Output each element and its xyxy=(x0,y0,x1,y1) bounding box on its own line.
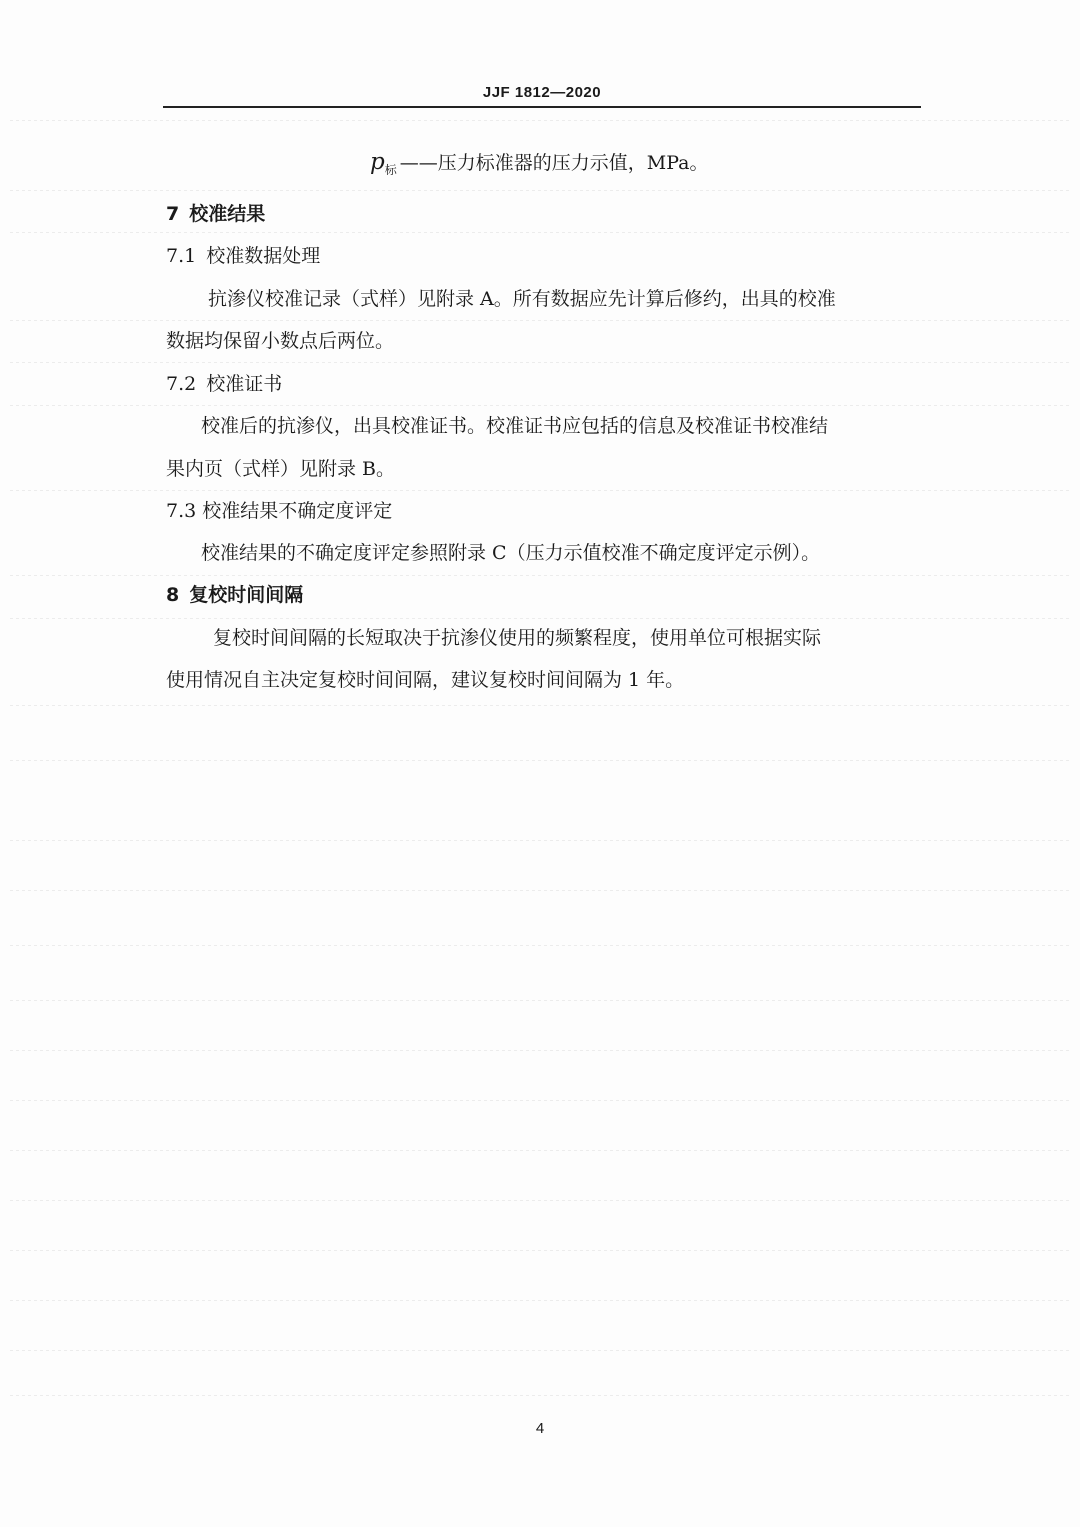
section-7-2-heading xyxy=(166,372,282,396)
scan-noise xyxy=(10,1300,1070,1301)
section-7-3-heading xyxy=(166,499,392,523)
scan-noise xyxy=(10,1000,1070,1001)
formula-text: ——压力标准器的压力示值，MPa。 xyxy=(399,152,709,174)
formula-symbol: p xyxy=(370,149,385,175)
scan-noise xyxy=(10,362,1070,363)
section-title: 校准证书 xyxy=(206,373,283,395)
scan-noise xyxy=(10,232,1070,233)
section-number: 7.1 xyxy=(166,245,197,267)
page-number: 4 xyxy=(535,1420,545,1437)
section-number: 7 xyxy=(166,203,180,225)
scan-noise xyxy=(10,490,1070,491)
paragraph-line: 果内页（式样）见附录 B。 xyxy=(166,458,396,480)
scan-noise xyxy=(10,1100,1070,1101)
scan-noise xyxy=(10,618,1070,619)
section-title: 校准结果不确定度评定 xyxy=(202,500,393,522)
scan-noise xyxy=(10,1050,1070,1051)
scan-noise xyxy=(10,890,1070,891)
scan-noise xyxy=(10,1395,1070,1396)
section-7-heading xyxy=(166,202,265,226)
section-number: 7.3 xyxy=(166,500,197,522)
header-rule xyxy=(163,106,921,108)
scan-noise xyxy=(10,1350,1070,1351)
paragraph-line: 校准结果的不确定度评定参照附录 C（压力示值校准不确定度评定示例）。 xyxy=(201,542,821,564)
formula-definition xyxy=(370,150,708,182)
scan-noise xyxy=(10,190,1070,191)
paragraph-line: 校准后的抗渗仪，出具校准证书。校准证书应包括的信息及校准证书校准结 xyxy=(201,415,829,437)
paragraph-line: 使用情况自主决定复校时间间隔，建议复校时间间隔为 1 年。 xyxy=(166,669,685,691)
scan-noise xyxy=(10,760,1070,761)
section-number: 8 xyxy=(166,584,180,606)
section-number: 7.2 xyxy=(166,373,197,395)
scan-noise xyxy=(10,120,1070,121)
document-code-header: JJF 1812—2020 xyxy=(482,84,602,101)
section-title: 复校时间间隔 xyxy=(189,584,304,606)
paragraph-line: 复校时间间隔的长短取决于抗渗仪使用的频繁程度，使用单位可根据实际 xyxy=(213,627,822,649)
scan-noise xyxy=(10,1250,1070,1251)
scan-noise xyxy=(10,840,1070,841)
section-8-heading xyxy=(166,583,303,607)
scan-noise xyxy=(10,405,1070,406)
section-7-1-heading xyxy=(166,244,320,268)
scan-noise xyxy=(10,1150,1070,1151)
scan-noise xyxy=(10,575,1070,576)
scan-noise xyxy=(10,1200,1070,1201)
paragraph-line: 抗渗仪校准记录（式样）见附录 A。所有数据应先计算后修约，出具的校准 xyxy=(208,288,836,310)
formula-subscript: 标 xyxy=(384,163,397,177)
scan-noise xyxy=(10,705,1070,706)
section-title: 校准结果 xyxy=(189,203,266,225)
section-title: 校准数据处理 xyxy=(206,245,321,267)
scan-noise xyxy=(10,945,1070,946)
paragraph-line: 数据均保留小数点后两位。 xyxy=(166,330,395,352)
scan-noise xyxy=(10,320,1070,321)
